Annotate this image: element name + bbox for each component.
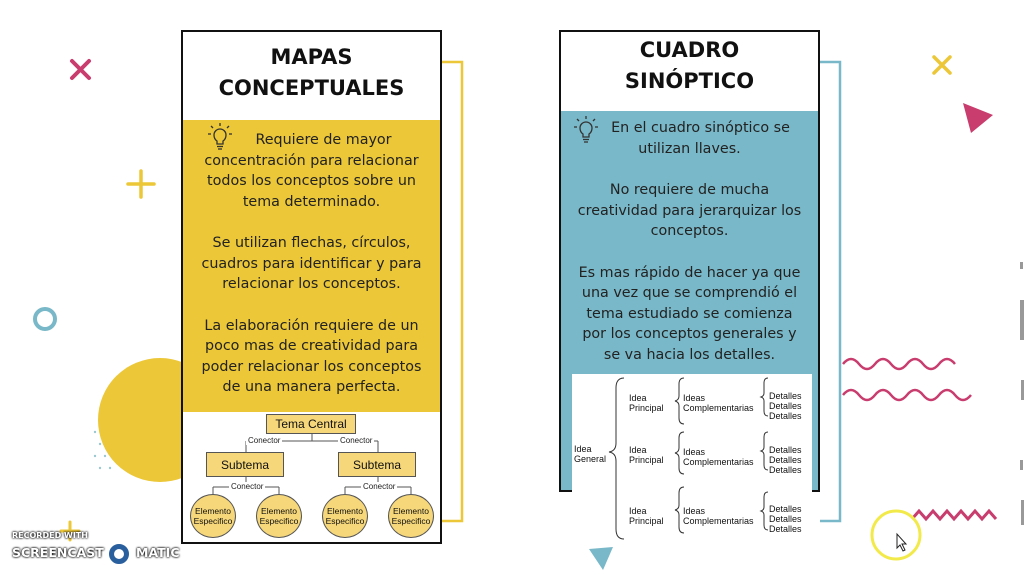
elemento-especifico-oval-2 [256, 494, 302, 538]
detalles-3a: Detalles [769, 504, 802, 514]
mapas-p2-line-3: relacionar los conceptos. [222, 276, 401, 292]
cuadro-paragraph-2 [561, 180, 818, 242]
subtema-box-left: Subtema [206, 452, 284, 477]
cuadro-title-line-2: SINÓPTICO [624, 69, 755, 93]
oval-3-text [326, 506, 365, 526]
subtema-box-right: Subtema [338, 452, 416, 477]
elemento-especifico-oval-4 [388, 494, 434, 538]
cuadro-title [561, 35, 818, 97]
idea-principal-label-3 [629, 506, 664, 526]
mapas-p1-line-1: Requiere de mayor [255, 132, 392, 148]
idea-principal-2-line-1: Idea [629, 445, 647, 455]
ideas-complementarias-label-2 [683, 447, 754, 467]
mapas-title-line-1: MAPAS [270, 45, 353, 69]
idea-general-line-2: General [574, 454, 607, 464]
watermark-matic: MATIC [136, 545, 180, 560]
idea-principal-2-line-2: Principal [629, 455, 664, 465]
elemento-especifico-oval-3 [322, 494, 368, 538]
cuadro-p3-line-5: se va hacia los detalles. [603, 346, 776, 363]
connector-label-sub-left: Conector [231, 482, 264, 491]
cuadro-p3-line-4: por los conceptos generales y [582, 326, 797, 342]
detalles-2b: Detalles [769, 455, 802, 465]
mapas-p1-line-2: concentración para relacionar [204, 152, 419, 169]
cuadro-p3-line-3: tema estudiado se comienza [586, 305, 793, 322]
detalles-group-1 [769, 391, 802, 421]
elemento-especifico-oval-1 [190, 494, 236, 538]
oval-2-line-2: Especifico [259, 516, 299, 526]
oval-1-line-2: Especifico [193, 516, 233, 526]
cuadro-p2-line-1: No requiere de mucha [609, 182, 770, 198]
connector-label-right: Conector [340, 436, 373, 445]
idea-principal-label-2 [629, 445, 664, 465]
mapas-title-line-2: CONCEPTUALES [218, 76, 405, 100]
detalles-3c: Detalles [769, 524, 802, 534]
synoptic-diagram [572, 374, 812, 544]
oval-1-text [194, 506, 233, 526]
mapas-p3-line-3: poder relacionar los conceptos [201, 358, 422, 375]
screencast-watermark [8, 531, 188, 571]
detalles-2a: Detalles [769, 445, 802, 455]
ideas-comp-1-line-2: Complementarias [683, 403, 754, 413]
ideas-comp-2-line-1: Ideas [683, 447, 706, 457]
cuadro-p1-line-2: utilizan llaves. [638, 140, 741, 157]
cuadro-p1-line-1: En el cuadro sinóptico se [611, 120, 790, 136]
cuadro-p2-line-2: creatividad para jerarquizar los [577, 202, 802, 219]
watermark-recorded-with: RECORDED WITH [12, 531, 88, 540]
mapas-p3-line-1: La elaboración requiere de un [204, 317, 419, 334]
detalles-1a: Detalles [769, 391, 802, 401]
mapas-p3-line-2: poco mas de creatividad para [205, 338, 418, 354]
ideas-comp-2-line-2: Complementarias [683, 457, 754, 467]
mapas-p1-line-3: todos los conceptos sobre un [207, 173, 416, 189]
cuadro-p3-line-2: una vez que se comprendió el [581, 285, 798, 301]
oval-4-line-2: Especifico [391, 516, 431, 526]
detalles-3b: Detalles [769, 514, 802, 524]
oval-3-line-1: Elemento [327, 506, 363, 516]
lightbulb-icon [569, 115, 603, 145]
ideas-complementarias-label-3 [683, 506, 754, 526]
detalles-group-2 [769, 445, 802, 475]
mapas-p2-line-1: Se utilizan flechas, círculos, [212, 235, 411, 251]
idea-principal-1-line-1: Idea [629, 393, 647, 403]
oval-1-line-1: Elemento [195, 506, 231, 516]
oval-2-line-1: Elemento [261, 506, 297, 516]
ideas-complementarias-label-1 [683, 393, 754, 413]
watermark-screencast: SCREENCAST [12, 545, 104, 560]
detalles-2c: Detalles [769, 465, 802, 475]
mapas-p2-line-2: cuadros para identificar y para [201, 255, 422, 272]
mapas-p1-line-4: tema determinado. [242, 193, 381, 210]
idea-principal-label-1 [629, 393, 664, 413]
ideas-comp-1-line-1: Ideas [683, 393, 706, 403]
mapas-p3-line-4: de una manera perfecta. [222, 379, 401, 395]
cuadro-paragraph-3 [561, 263, 818, 366]
idea-principal-3-line-2: Principal [629, 516, 664, 526]
tema-central-box: Tema Central [266, 414, 356, 434]
cuadro-title-line-1: CUADRO [639, 38, 740, 62]
oval-2-text [260, 506, 299, 526]
connector-label-sub-right: Conector [363, 482, 396, 491]
idea-principal-3-line-1: Idea [629, 506, 647, 516]
ideas-comp-3-line-1: Ideas [683, 506, 706, 516]
connector-label-left: Conector [248, 436, 281, 445]
oval-4-line-1: Elemento [393, 506, 429, 516]
screencast-logo-icon [106, 541, 132, 567]
cuadro-p2-line-3: conceptos. [650, 223, 729, 239]
oval-3-line-2: Especifico [325, 516, 365, 526]
detalles-1c: Detalles [769, 411, 802, 421]
idea-general-label [574, 444, 606, 464]
ideas-comp-3-line-2: Complementarias [683, 516, 754, 526]
idea-general-line-1: Idea [574, 444, 592, 454]
detalles-1b: Detalles [769, 401, 802, 411]
detalles-group-3 [769, 504, 802, 534]
oval-4-text [392, 506, 431, 526]
idea-principal-1-line-2: Principal [629, 403, 664, 413]
cuadro-p3-line-1: Es mas rápido de hacer ya que [578, 264, 801, 281]
